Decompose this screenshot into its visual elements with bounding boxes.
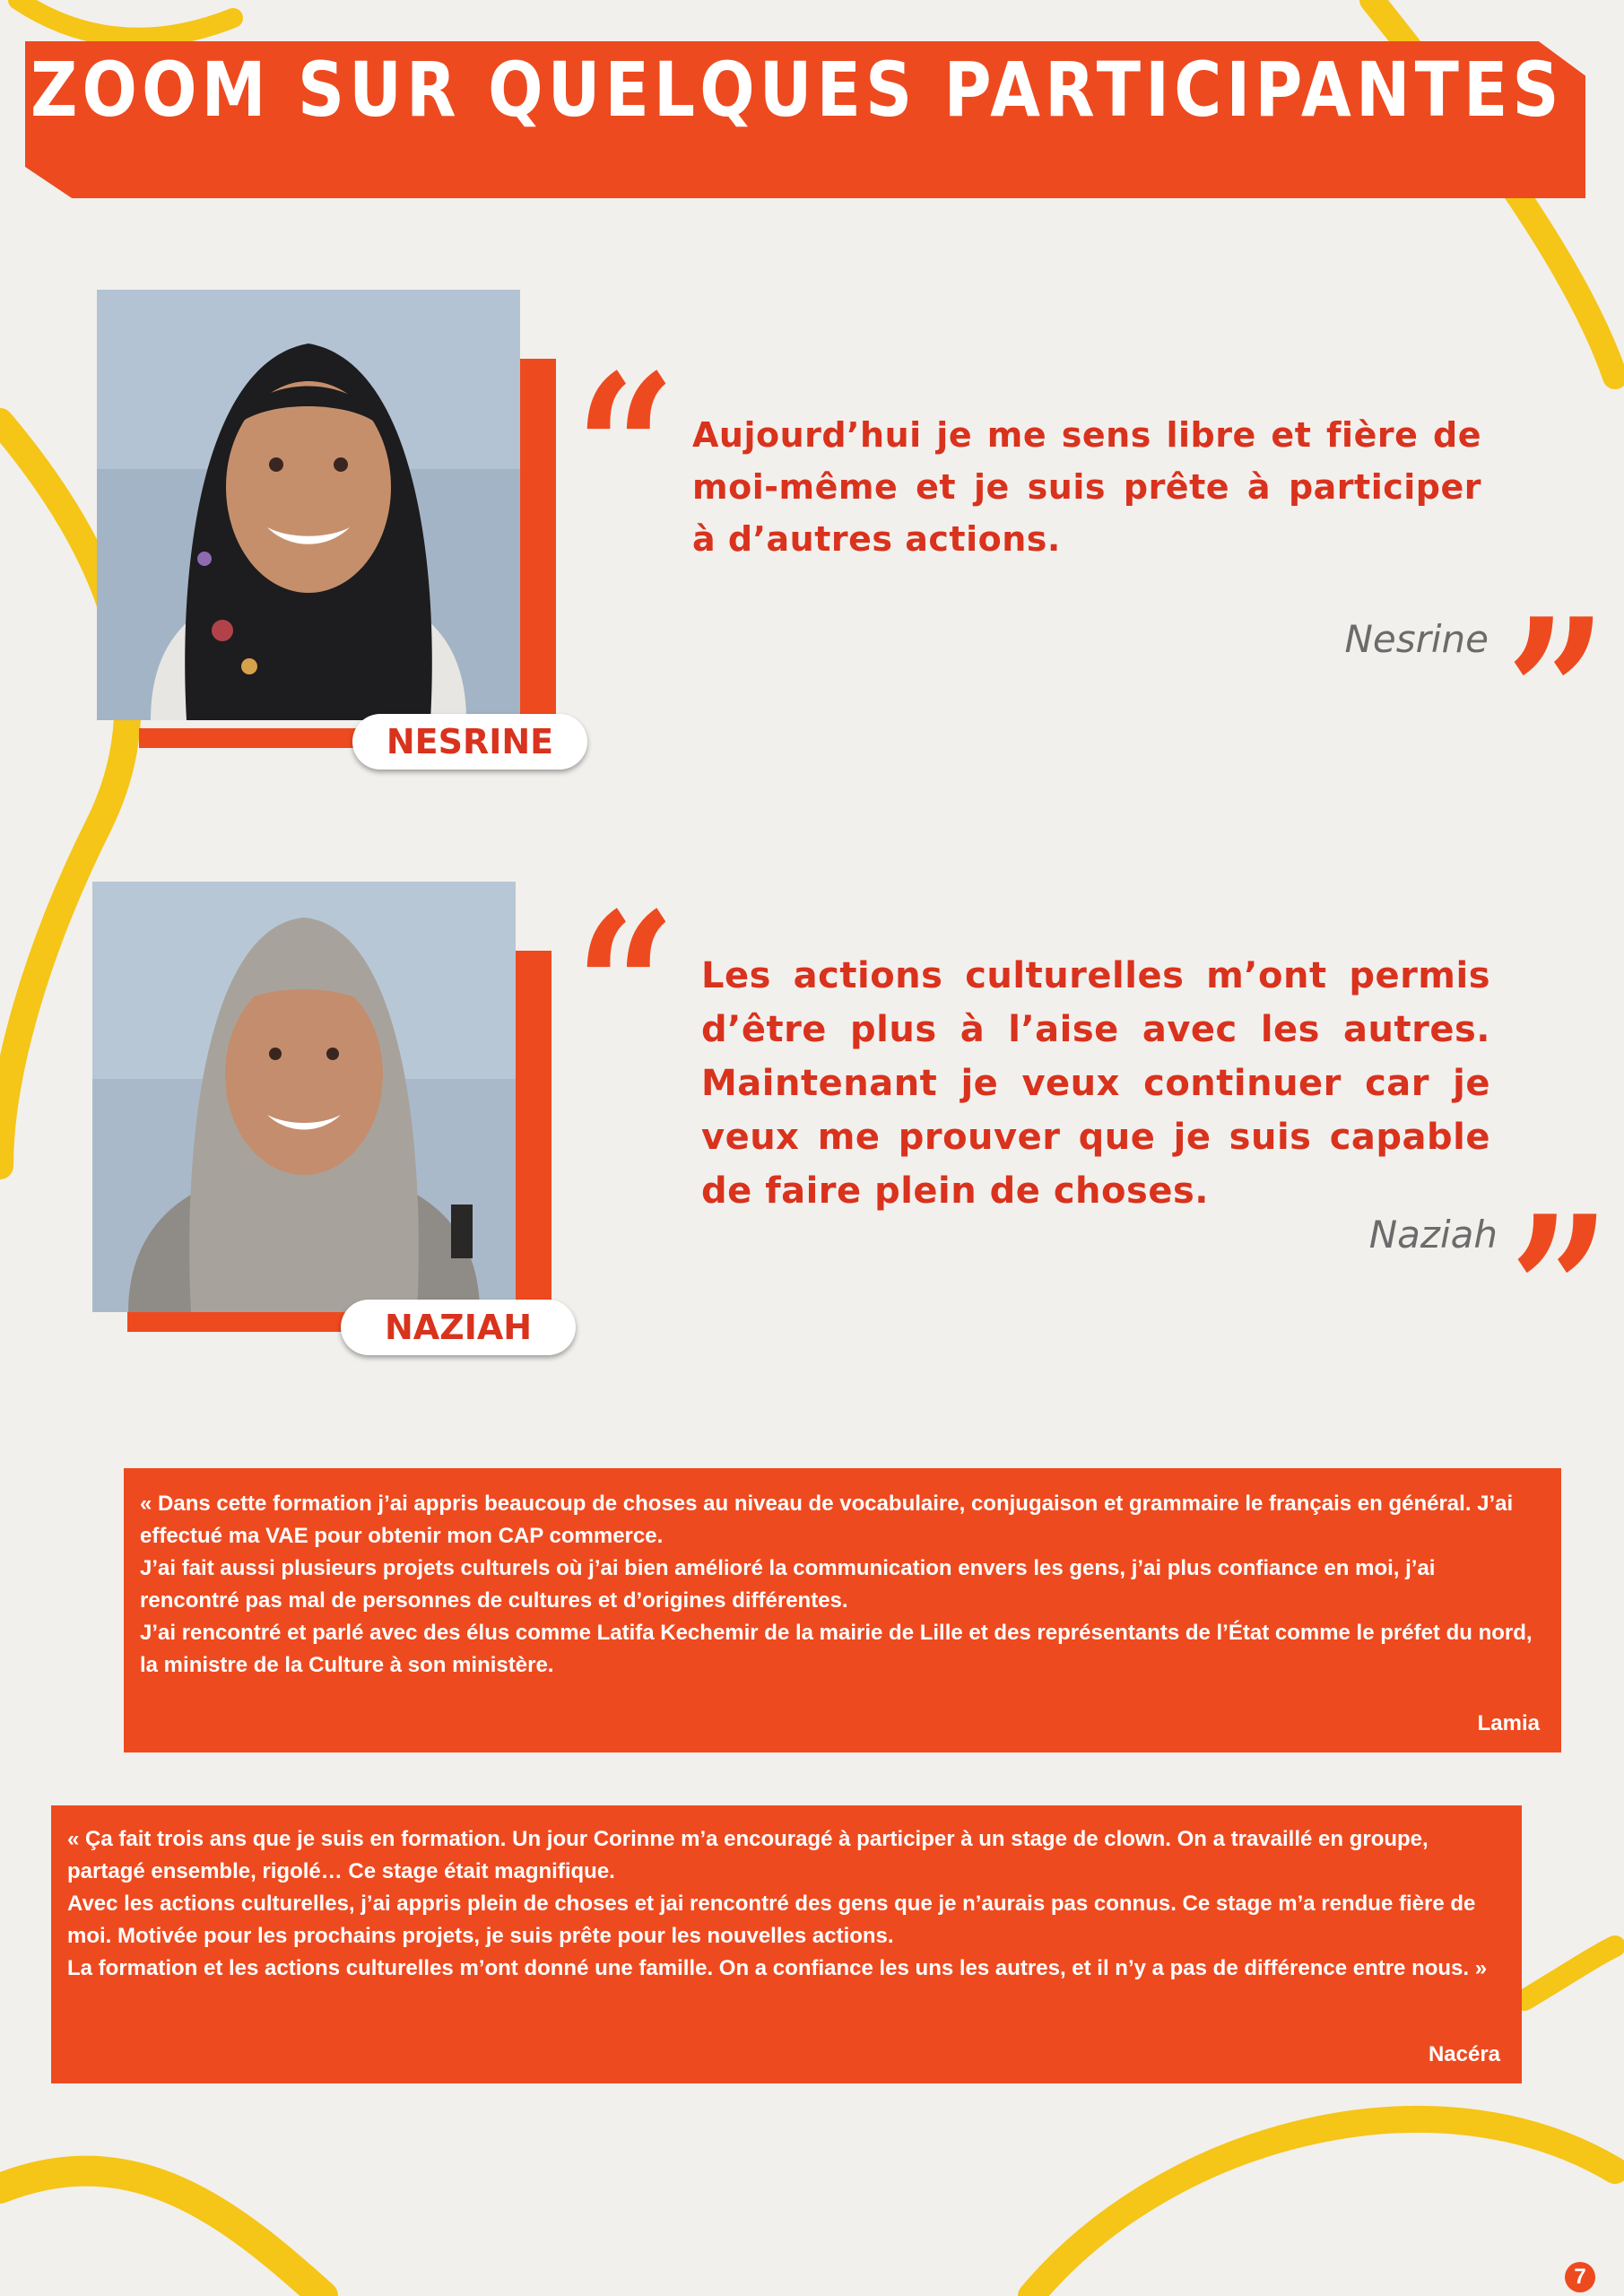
page-number: 7 [1565, 2262, 1595, 2292]
name-label-nesrine: NESRINE [352, 714, 587, 770]
testimonial-paragraph: « Ça fait trois ans que je suis en formation. Un jour Corinne m’a encouragé à participer à un stage de clown. On a travaillé en groupe, partagé ensemble, rigolé… Ce stage était magnifique. [67, 1827, 1429, 1883]
close-quote-mark: ” [1506, 574, 1607, 816]
quote-text-nesrine: Aujourd’hui je me sens libre et fière de moi-même et je suis prête à participer à d’autres actions. [692, 415, 1481, 559]
swirl-right-mid [1524, 1946, 1615, 2000]
swirl-bottom-right [1031, 2119, 1615, 2296]
photo-accent-vertical [516, 951, 551, 1327]
swirl-bottom-left [0, 2171, 323, 2296]
swirl-top-left [18, 0, 233, 38]
testimonial-paragraph: J’ai rencontré et parlé avec des élus comme Latifa Kechemir de la mairie de Lille et des représentants de l’État comme le préfet du nord, la ministre de la Culture à son ministère. [140, 1621, 1533, 1677]
testimonial-nacera [51, 1805, 1522, 2083]
testimonial-signature: Lamia [1477, 1711, 1540, 1735]
photo-accent-vertical [520, 359, 556, 749]
testimonial-paragraph: La formation et les actions culturelles m’ont donné une famille. On a confiance les uns les autres, et il n’y a pas de différence entre nous. » [67, 1956, 1488, 1980]
testimonial-paragraph: J’ai fait aussi plusieurs projets culturels où j’ai bien amélioré la communication envers les gens, j’ai plus confiance en moi, j’ai rencontré pas mal de personnes de cultures et d’origines différentes. [140, 1556, 1436, 1613]
testimonial-lamia [124, 1468, 1561, 1752]
quote-author-nesrine: Nesrine [1344, 617, 1489, 661]
portrait-photo [92, 882, 516, 1312]
page-title: ZOOM SUR QUELQUES PARTICIPANTES [30, 46, 1564, 134]
open-quote-mark: “ [575, 868, 676, 1110]
close-quote-mark: ” [1509, 1171, 1611, 1413]
open-quote-mark: “ [575, 330, 676, 572]
quote-author-naziah: Naziah [1368, 1213, 1498, 1257]
testimonial-paragraph: « Dans cette formation j’ai appris beaucoup de choses au niveau de vocabulaire, conjugaison et grammaire le français en général. J’ai effectué ma VAE pour obtenir mon CAP commerce. [140, 1492, 1514, 1548]
testimonial-paragraph: Avec les actions culturelles, j’ai appris plein de choses et jai rencontré des gens que je n’aurais pas connus. Ce stage m’a rendue fière de moi. Motivée pour les prochains projets, je suis prête pour les nouvelles actions. [67, 1892, 1476, 1948]
portrait-photo [97, 290, 520, 720]
name-label-naziah: NAZIAH [341, 1300, 576, 1355]
testimonial-signature: Nacéra [1428, 2042, 1500, 2066]
quote-text-naziah: Les actions culturelles m’ont permis d’être plus à l’aise avec les autres. Maintenant je veux continuer car je veux me prouver que je suis capable de faire plein de choses. [701, 955, 1490, 1212]
